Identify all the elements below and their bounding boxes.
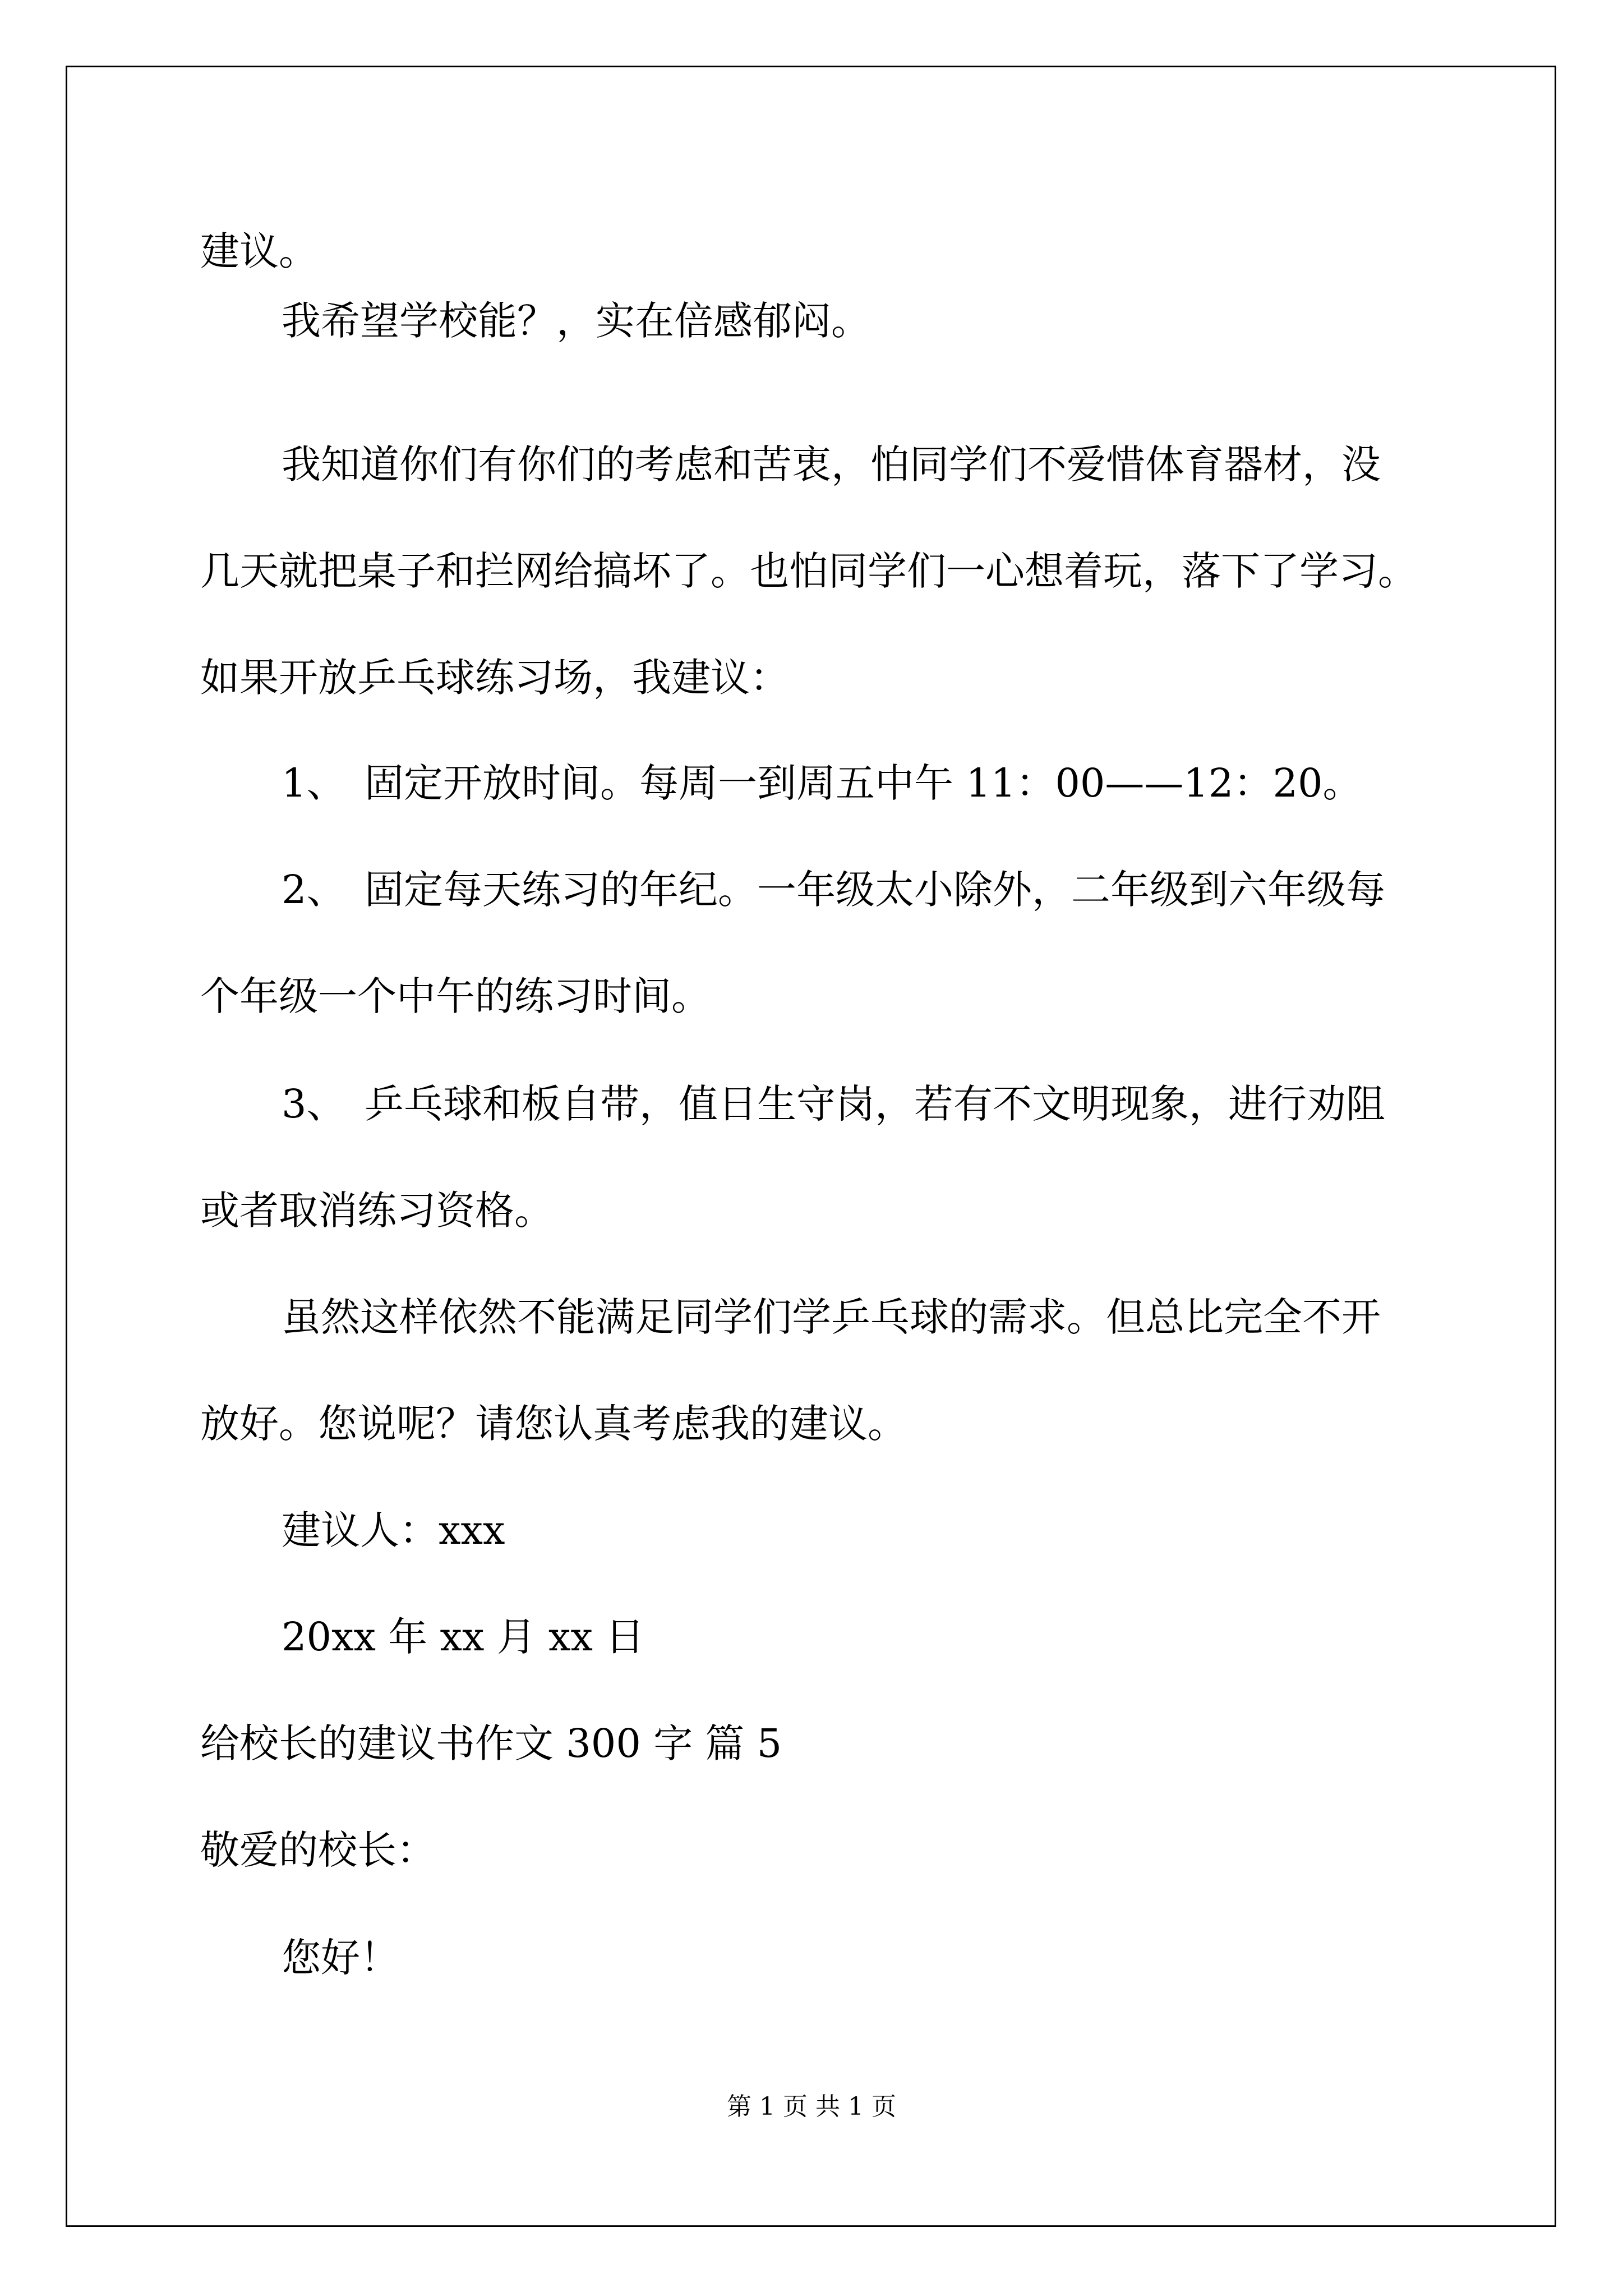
- list-item-2-text-line2: 个年级一个中午的练习时间。: [200, 973, 711, 1019]
- paragraph-hope: 我希望学校能？，实在倍感郁闷。: [282, 298, 870, 344]
- essay-heading: 给校长的建议书作文 300 字 篇 5: [200, 1720, 782, 1766]
- list-item-2-number: 2、: [282, 867, 346, 913]
- signature-date: 20xx 年 xx 月 xx 日: [282, 1614, 645, 1660]
- paragraph-suggest-intro: 如果开放乒乓球练习场，我建议：: [200, 655, 789, 701]
- list-item-3-number: 3、: [282, 1081, 346, 1127]
- page-frame: [66, 66, 1556, 2227]
- text-line-jianyi: 建议。: [200, 228, 318, 274]
- paragraph-conclusion-line2: 放好。您说呢？请您认真考虑我的建议。: [200, 1401, 907, 1447]
- list-item-1-text: 固定开放时间。每周一到周五中午 11：00——12：20。: [365, 760, 1362, 806]
- list-item-1-number: 1、: [282, 760, 346, 806]
- salutation: 敬爱的校长：: [200, 1827, 436, 1873]
- paragraph-understand-line1: 我知道你们有你们的考虑和苦衷，怕同学们不爱惜体育器材，没: [282, 441, 1381, 487]
- paragraph-understand-line2: 几天就把桌子和拦网给搞坏了。也怕同学们一心想着玩，落下了学习。: [200, 548, 1417, 594]
- list-item-3-text-line1: 乒乓球和板自带，值日生守岗，若有不文明现象，进行劝阻: [365, 1081, 1385, 1127]
- page-footer: 第 1 页 共 1 页: [727, 2092, 896, 2121]
- signature-proposer: 建议人：xxx: [282, 1507, 505, 1553]
- list-item-2-text-line1: 固定每天练习的年纪。一年级太小除外，二年级到六年级每: [365, 867, 1385, 913]
- paragraph-conclusion-line1: 虽然这样依然不能满足同学们学乒乓球的需求。但总比完全不开: [282, 1294, 1381, 1340]
- list-item-3-text-line2: 或者取消练习资格。: [200, 1188, 554, 1234]
- greeting: 您好！: [282, 1935, 399, 1981]
